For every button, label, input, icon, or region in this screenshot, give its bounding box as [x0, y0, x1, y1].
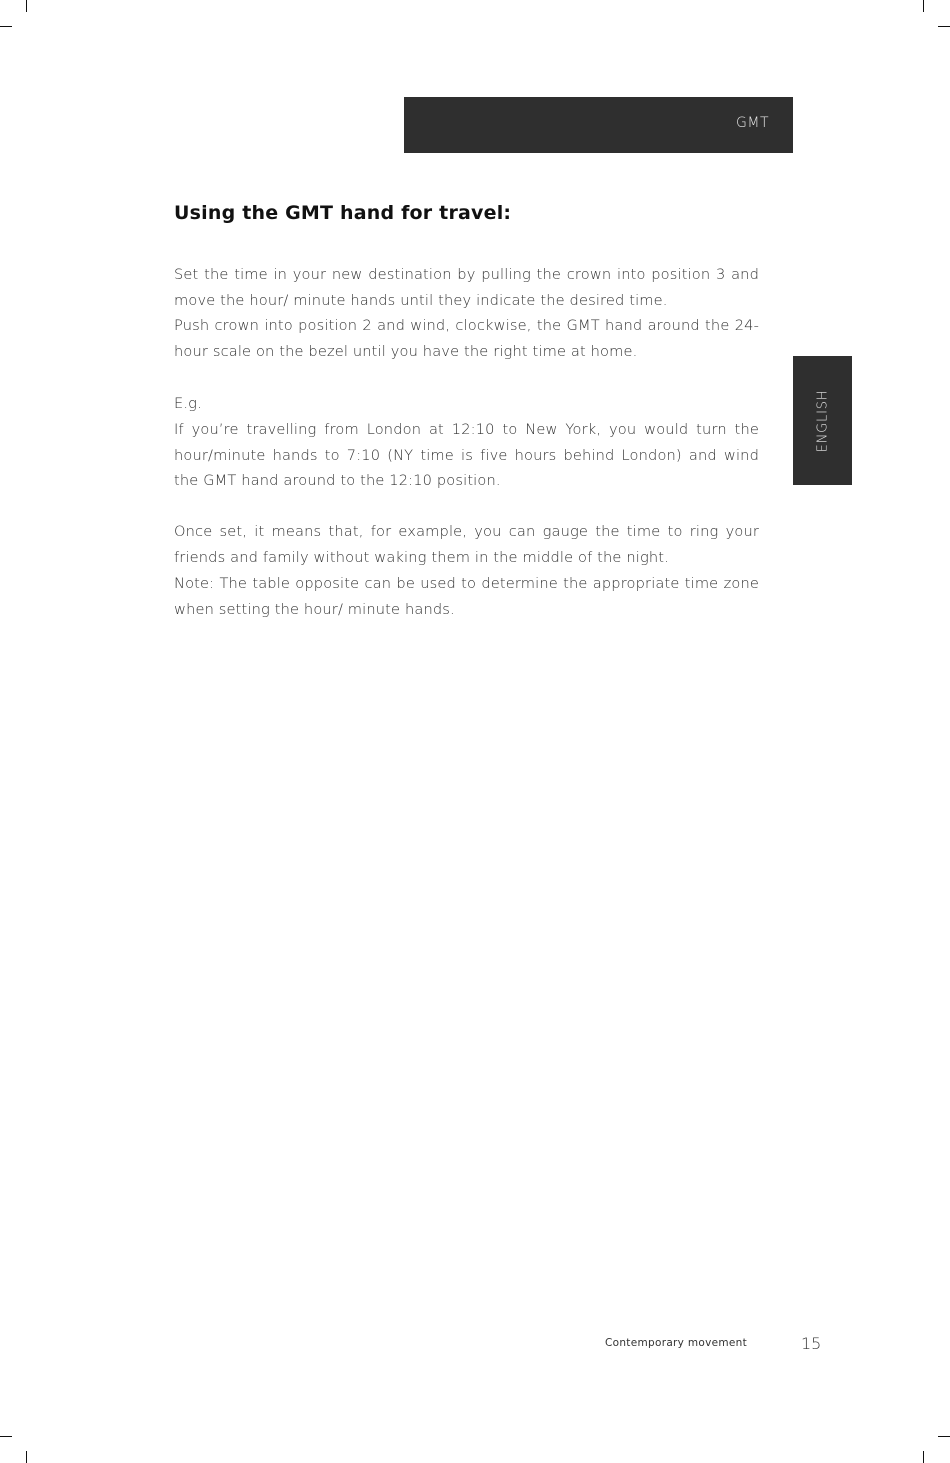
paragraph: Push crown into position 2 and wind, clockwise, the GMT hand around the 24-hour scale on the bezel until you have the right time at home. [174, 317, 759, 360]
crop-mark [0, 26, 12, 27]
crop-mark [26, 0, 27, 12]
crop-mark [938, 1436, 950, 1437]
paragraph: Once set, it means that, for example, you can gauge the time to ring your friends and family without waking them in the middle of the night. [174, 523, 759, 566]
section-header-bar [404, 97, 793, 153]
crop-mark [923, 1451, 924, 1463]
paragraph: E.g. [174, 395, 202, 412]
language-tab [793, 356, 852, 485]
paragraph: If you’re travelling from London at 12:10 to New York, you would turn the hour/minute hands to 7:10 (NY time is five hours behind London) and wind the GMT hand around to the 12:10 position. [174, 421, 759, 490]
language-tab-label: ENGLISH [815, 389, 830, 452]
footer-title: Contemporary movement [605, 1337, 748, 1349]
crop-mark [26, 1451, 27, 1463]
page-heading: Using the GMT hand for travel: [174, 202, 512, 224]
section-header-label: GMT [736, 115, 769, 131]
paragraph: Set the time in your new destination by pulling the crown into position 3 and move the hour/ minute hands until they indicate the desired time. [174, 266, 759, 309]
crop-mark [923, 0, 924, 12]
paragraph: Note: The table opposite can be used to determine the appropriate time zone when setting the hour/ minute hands. [174, 575, 759, 618]
page-number: 15 [801, 1334, 822, 1353]
crop-mark [0, 1436, 12, 1437]
crop-mark [938, 26, 950, 27]
